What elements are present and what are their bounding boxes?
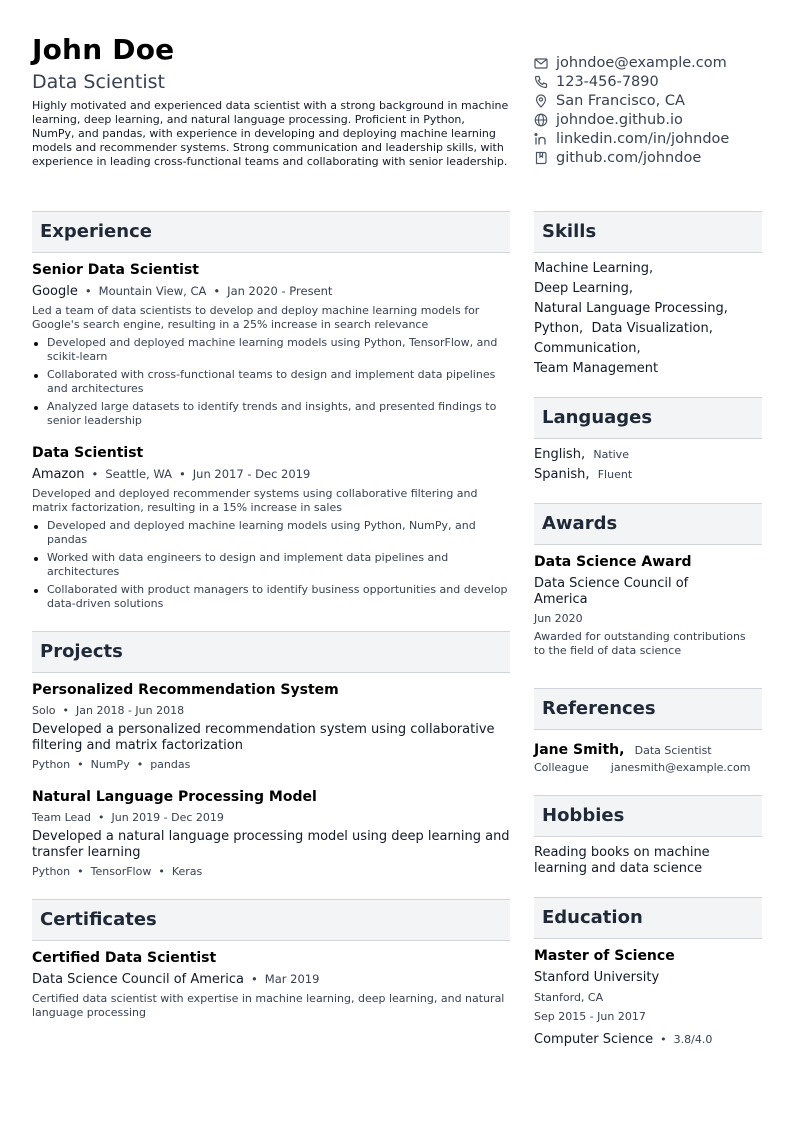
awards-header	[534, 503, 762, 545]
skill-row	[534, 319, 762, 339]
project-meta: Solo • Jan 2018 - Jun 2018	[32, 704, 185, 717]
project-description: Developed a personalized recommendation system using collaborative filtering and matrix factorization	[32, 722, 495, 753]
experience-meta: Google • Mountain View, CA • Jan 2020 - Present	[32, 284, 333, 299]
experience-role: Senior Data Scientist	[32, 262, 199, 278]
education-degree: Master of Science	[534, 948, 675, 964]
experience-role: Data Scientist	[32, 445, 144, 461]
languages-heading: Languages	[542, 407, 653, 428]
project-tech-item: Python	[32, 758, 71, 771]
experience-bullet: Developed and deployed machine learning models using Python, TensorFlow, and scikit-learn	[32, 336, 510, 364]
skills-list	[534, 259, 762, 379]
contact-linkedin-text: linkedin.com/in/johndoe	[556, 130, 730, 147]
resume-name: John Doe	[32, 33, 175, 66]
certificate-date: Mar 2019	[264, 972, 320, 986]
experience-description: Developed and deployed recommender systems using collaborative filtering and matrix factorization, resulting in a 15% increase in sales	[32, 487, 478, 514]
phone-icon	[534, 75, 548, 89]
experience-bullet: Analyzed large datasets to identify trends and insights, and presented findings to senior leadership	[32, 400, 510, 428]
skill-item: Data Visualization,	[591, 321, 713, 336]
experience-dates: Jun 2017 - Dec 2019	[192, 467, 311, 481]
experience-dates: Jan 2020 - Present	[227, 284, 333, 298]
education-location: Stanford, CA	[534, 991, 604, 1004]
experience-bullets	[32, 519, 510, 615]
experience-bullet: Developed and deployed machine learning models using Python, NumPy, and pandas	[32, 519, 510, 547]
mail-icon	[534, 56, 548, 70]
education-header	[534, 897, 762, 939]
contact-website[interactable]	[534, 110, 774, 129]
education-field-row: Computer Science • 3.8/4.0	[534, 1032, 713, 1047]
project-title: Personalized Recommendation System	[32, 682, 339, 698]
project-tech-item: TensorFlow	[90, 865, 152, 878]
experience-company: Google	[32, 284, 78, 299]
hobbies-heading: Hobbies	[542, 805, 625, 826]
project-description: Developed a natural language processing model using deep learning and transfer learning	[32, 829, 510, 860]
certificate-issuer: Data Science Council of America	[32, 972, 244, 987]
project-tech-item: Python	[32, 865, 71, 878]
language-level: Fluent	[597, 468, 633, 481]
education-gpa: 3.8/4.0	[673, 1033, 713, 1046]
award-date: Jun 2020	[534, 612, 583, 625]
hobby-item: Reading books on machine learning and data science	[534, 845, 710, 876]
experience-location: Seattle, WA	[105, 467, 172, 481]
certificates-header	[32, 899, 510, 941]
contact-github-text: github.com/johndoe	[556, 149, 702, 166]
education-school: Stanford University	[534, 970, 660, 985]
contact-github[interactable]	[534, 148, 774, 167]
references-header	[534, 688, 762, 730]
reference-item	[534, 739, 712, 758]
contact-email[interactable]	[534, 53, 774, 72]
project-meta: Team Lead • Jun 2019 - Dec 2019	[32, 811, 224, 824]
resume-job-title: Data Scientist	[32, 71, 165, 93]
education-field: Computer Science	[534, 1032, 654, 1047]
languages-list	[534, 445, 762, 485]
contact-location-text: San Francisco, CA	[556, 92, 685, 109]
language-name: Spanish,	[534, 467, 590, 482]
language-name: English,	[534, 447, 586, 462]
project-tech-item: pandas	[150, 758, 191, 771]
certificate-meta: Data Science Council of America • Mar 2019	[32, 972, 320, 987]
skills-heading: Skills	[542, 221, 597, 242]
project-title: Natural Language Processing Model	[32, 789, 317, 805]
contact-location[interactable]	[534, 91, 774, 110]
language-item	[534, 465, 762, 485]
contact-website-text: johndoe.github.io	[556, 111, 683, 128]
projects-header	[32, 631, 510, 673]
globe-icon	[534, 113, 548, 127]
certificate-title: Certified Data Scientist	[32, 950, 217, 966]
project-tech-item: NumPy	[90, 758, 130, 771]
awards-heading: Awards	[542, 513, 618, 534]
experience-company: Amazon	[32, 467, 85, 482]
experience-bullet: Worked with data engineers to design and implement data pipelines and architectures	[32, 551, 510, 579]
skill-item: Machine Learning,	[534, 261, 654, 276]
project-dates: Jan 2018 - Jun 2018	[76, 704, 185, 717]
reference-email[interactable]: janesmith@example.com	[610, 761, 751, 774]
skill-item: Team Management	[534, 361, 659, 376]
reference-details	[534, 761, 750, 774]
language-level: Native	[593, 448, 629, 461]
experience-bullets	[32, 336, 510, 432]
contact-email-text: johndoe@example.com	[556, 54, 727, 71]
projects-heading: Projects	[40, 641, 123, 662]
language-item	[534, 445, 762, 465]
certificate-description: Certified data scientist with expertise in machine learning, deep learning, and natural language processing	[32, 992, 505, 1019]
reference-name: Jane Smith,	[534, 742, 625, 758]
education-heading: Education	[542, 907, 643, 928]
resume-summary: Highly motivated and experienced data scientist with a strong background in machine learning, deep learning, and natural language processing. Proficient in Python, NumPy, and pandas, with experience in developing and deploying machine learning models and recommender systems. Strong communication and leadership skills, with experience in leading cross-functional teams and collaborating with senior leadership.	[32, 99, 509, 168]
project-dates: Jun 2019 - Dec 2019	[111, 811, 224, 824]
contact-phone-text: 123-456-7890	[556, 73, 659, 90]
project-tech: Python • NumPy • pandas	[32, 758, 191, 771]
skill-item: Python,	[534, 321, 584, 336]
skill-item: Natural Language Processing,	[534, 301, 728, 316]
experience-bullet: Collaborated with product managers to identify business opportunities and develop data-driven solutions	[32, 583, 510, 611]
linkedin-icon	[534, 132, 548, 146]
certificates-heading: Certificates	[40, 909, 157, 930]
github-icon	[534, 151, 548, 165]
project-tech-item: Keras	[171, 865, 203, 878]
reference-title: Data Scientist	[634, 744, 712, 757]
experience-header	[32, 211, 510, 253]
references-heading: References	[542, 698, 656, 719]
languages-header	[534, 397, 762, 439]
education-dates: Sep 2015 - Jun 2017	[534, 1010, 646, 1023]
project-role: Solo	[32, 704, 56, 717]
experience-heading: Experience	[40, 221, 152, 242]
award-title: Data Science Award	[534, 554, 692, 570]
project-tech: Python • TensorFlow • Keras	[32, 865, 203, 878]
reference-relation: Colleague	[534, 761, 589, 774]
experience-location: Mountain View, CA	[98, 284, 207, 298]
contact-list	[534, 53, 774, 167]
hobbies-header	[534, 795, 762, 837]
experience-meta: Amazon • Seattle, WA • Jun 2017 - Dec 2019	[32, 467, 311, 482]
award-description: Awarded for outstanding contributions to the field of data science	[534, 630, 746, 657]
experience-bullet: Collaborated with cross-functional teams to design and implement data pipelines and architectures	[32, 368, 510, 396]
contact-phone[interactable]	[534, 72, 774, 91]
contact-linkedin[interactable]	[534, 129, 774, 148]
skills-header	[534, 211, 762, 253]
skill-item: Communication,	[534, 341, 641, 356]
experience-description: Led a team of data scientists to develop and deploy machine learning models for Google's search engine, resulting in a 25% increase in search relevance	[32, 304, 480, 331]
skill-item: Deep Learning,	[534, 281, 633, 296]
location-icon	[534, 94, 548, 108]
project-role: Team Lead	[32, 811, 91, 824]
award-issuer: Data Science Council of America	[534, 576, 689, 607]
